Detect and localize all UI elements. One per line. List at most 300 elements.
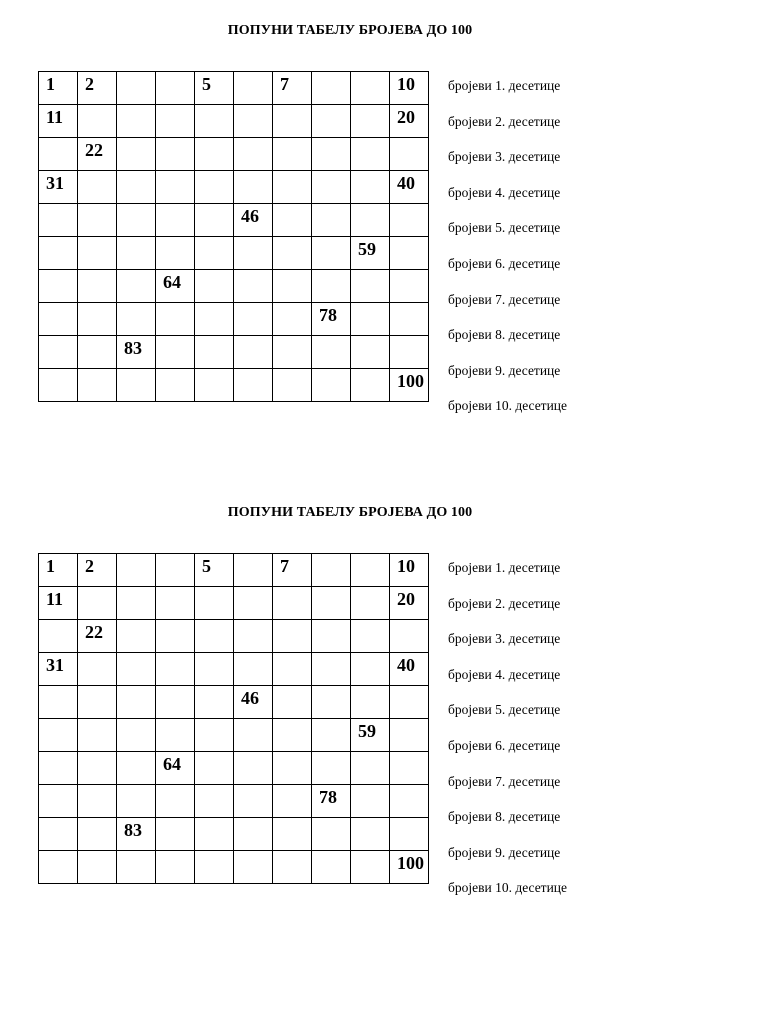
blank-answer-cell[interactable] (78, 303, 117, 336)
blank-answer-cell[interactable] (351, 752, 390, 785)
blank-answer-cell[interactable] (195, 653, 234, 686)
cell-value (312, 138, 350, 139)
blank-answer-cell[interactable] (195, 587, 234, 620)
number-grid (38, 71, 429, 402)
blank-answer-cell[interactable] (390, 237, 429, 270)
cell-value (78, 752, 116, 753)
blank-answer-cell[interactable] (312, 72, 351, 105)
given-number-cell (390, 653, 429, 686)
blank-answer-cell[interactable] (117, 587, 156, 620)
blank-answer-cell[interactable] (78, 270, 117, 303)
cell-value (234, 851, 272, 852)
blank-answer-cell[interactable] (78, 237, 117, 270)
worksheet-title: ПОПУНИ ТАБЕЛУ БРОЈЕВА ДО 100 (227, 23, 473, 38)
given-number-cell (117, 818, 156, 851)
blank-answer-cell[interactable] (312, 336, 351, 369)
cell-value (156, 105, 194, 106)
cell-value: 1 (46, 74, 55, 94)
blank-answer-cell[interactable] (195, 336, 234, 369)
cell-value (390, 237, 428, 238)
blank-answer-cell[interactable] (195, 138, 234, 171)
blank-answer-cell[interactable] (390, 204, 429, 237)
grid-row (39, 851, 429, 884)
blank-answer-cell[interactable] (390, 336, 429, 369)
blank-answer-cell[interactable] (390, 270, 429, 303)
cell-value (195, 369, 233, 370)
cell-value (234, 752, 272, 753)
cell-value (117, 653, 155, 654)
cell-value (312, 620, 350, 621)
blank-answer-cell[interactable] (351, 105, 390, 138)
blank-answer-cell[interactable] (39, 818, 78, 851)
blank-answer-cell[interactable] (273, 237, 312, 270)
blank-answer-cell[interactable] (351, 369, 390, 402)
given-number-cell (39, 105, 78, 138)
blank-answer-cell[interactable] (39, 204, 78, 237)
blank-answer-cell[interactable] (78, 587, 117, 620)
blank-answer-cell[interactable] (117, 237, 156, 270)
blank-answer-cell[interactable] (273, 686, 312, 719)
cell-value (195, 204, 233, 205)
blank-answer-cell[interactable] (273, 171, 312, 204)
cell-value (156, 686, 194, 687)
blank-answer-cell[interactable] (312, 686, 351, 719)
blank-answer-cell[interactable] (312, 171, 351, 204)
blank-answer-cell[interactable] (312, 653, 351, 686)
blank-answer-cell[interactable] (39, 851, 78, 884)
blank-answer-cell[interactable] (195, 369, 234, 402)
blank-answer-cell[interactable] (351, 138, 390, 171)
blank-answer-cell[interactable] (390, 138, 429, 171)
blank-answer-cell[interactable] (195, 303, 234, 336)
blank-answer-cell[interactable] (390, 752, 429, 785)
blank-answer-cell[interactable] (234, 785, 273, 818)
row-label: бројеви 8. десетице (448, 327, 561, 343)
cell-value (117, 620, 155, 621)
given-number-cell (195, 554, 234, 587)
cell-value (156, 554, 194, 555)
blank-answer-cell[interactable] (234, 653, 273, 686)
blank-answer-cell[interactable] (156, 620, 195, 653)
blank-answer-cell[interactable] (234, 554, 273, 587)
cell-value (234, 719, 272, 720)
cell-value (273, 851, 311, 852)
blank-answer-cell[interactable] (117, 171, 156, 204)
given-number-cell (39, 554, 78, 587)
blank-answer-cell[interactable] (78, 752, 117, 785)
blank-answer-cell[interactable] (39, 719, 78, 752)
cell-value (312, 851, 350, 852)
cell-value (273, 171, 311, 172)
given-number-cell (390, 369, 429, 402)
blank-answer-cell[interactable] (39, 138, 78, 171)
cell-value (390, 204, 428, 205)
row-label: бројеви 8. десетице (448, 809, 561, 825)
blank-answer-cell[interactable] (312, 719, 351, 752)
blank-answer-cell[interactable] (273, 752, 312, 785)
cell-value (195, 620, 233, 621)
cell-value (351, 72, 389, 73)
blank-answer-cell[interactable] (351, 72, 390, 105)
blank-answer-cell[interactable] (351, 171, 390, 204)
blank-answer-cell[interactable] (195, 785, 234, 818)
blank-answer-cell[interactable] (273, 303, 312, 336)
blank-answer-cell[interactable] (273, 138, 312, 171)
blank-answer-cell[interactable] (39, 303, 78, 336)
number-grid (38, 553, 429, 884)
cell-value (390, 719, 428, 720)
blank-answer-cell[interactable] (234, 303, 273, 336)
cell-value (117, 303, 155, 304)
cell-value (117, 554, 155, 555)
blank-answer-cell[interactable] (273, 105, 312, 138)
cell-value (39, 369, 77, 370)
blank-answer-cell[interactable] (195, 270, 234, 303)
cell-value (312, 818, 350, 819)
cell-value (78, 686, 116, 687)
blank-answer-cell[interactable] (273, 620, 312, 653)
blank-answer-cell[interactable] (234, 752, 273, 785)
cell-value (78, 587, 116, 588)
blank-answer-cell[interactable] (390, 686, 429, 719)
blank-answer-cell[interactable] (78, 369, 117, 402)
blank-answer-cell[interactable] (156, 587, 195, 620)
cell-value: 7 (280, 556, 289, 576)
cell-value (312, 719, 350, 720)
cell-value: 40 (397, 655, 415, 675)
blank-answer-cell[interactable] (195, 686, 234, 719)
blank-answer-cell[interactable] (351, 270, 390, 303)
blank-answer-cell[interactable] (156, 719, 195, 752)
given-number-cell (39, 171, 78, 204)
cell-value (390, 303, 428, 304)
cell-value (195, 303, 233, 304)
cell-value (156, 818, 194, 819)
blank-answer-cell[interactable] (195, 105, 234, 138)
blank-answer-cell[interactable] (312, 270, 351, 303)
worksheet-2 (0, 482, 768, 932)
blank-answer-cell[interactable] (39, 785, 78, 818)
blank-answer-cell[interactable] (117, 686, 156, 719)
cell-value (390, 752, 428, 753)
cell-value (39, 204, 77, 205)
blank-answer-cell[interactable] (273, 336, 312, 369)
blank-answer-cell[interactable] (312, 554, 351, 587)
blank-answer-cell[interactable] (156, 204, 195, 237)
blank-answer-cell[interactable] (273, 818, 312, 851)
blank-answer-cell[interactable] (351, 336, 390, 369)
blank-answer-cell[interactable] (312, 818, 351, 851)
blank-answer-cell[interactable] (312, 369, 351, 402)
cell-value (312, 72, 350, 73)
cell-value (273, 752, 311, 753)
cell-value (195, 785, 233, 786)
cell-value (351, 138, 389, 139)
given-number-cell (117, 336, 156, 369)
blank-answer-cell[interactable] (78, 851, 117, 884)
cell-value (39, 719, 77, 720)
blank-answer-cell[interactable] (390, 620, 429, 653)
blank-answer-cell[interactable] (234, 851, 273, 884)
blank-answer-cell[interactable] (156, 336, 195, 369)
blank-answer-cell[interactable] (312, 752, 351, 785)
blank-answer-cell[interactable] (156, 653, 195, 686)
cell-value (351, 653, 389, 654)
blank-answer-cell[interactable] (234, 620, 273, 653)
cell-value: 31 (46, 655, 64, 675)
cell-value: 78 (319, 305, 337, 325)
blank-answer-cell[interactable] (351, 851, 390, 884)
cell-value (117, 369, 155, 370)
given-number-cell (39, 72, 78, 105)
cell-value (273, 270, 311, 271)
cell-value (117, 270, 155, 271)
blank-answer-cell[interactable] (117, 653, 156, 686)
blank-answer-cell[interactable] (234, 171, 273, 204)
blank-answer-cell[interactable] (351, 785, 390, 818)
given-number-cell (351, 237, 390, 270)
blank-answer-cell[interactable] (234, 138, 273, 171)
blank-answer-cell[interactable] (312, 237, 351, 270)
blank-answer-cell[interactable] (234, 105, 273, 138)
cell-value (78, 653, 116, 654)
blank-answer-cell[interactable] (234, 72, 273, 105)
blank-answer-cell[interactable] (117, 851, 156, 884)
row-label: бројеви 4. десетице (448, 666, 561, 682)
blank-answer-cell[interactable] (117, 303, 156, 336)
blank-answer-cell[interactable] (273, 653, 312, 686)
cell-value: 2 (85, 556, 94, 576)
blank-answer-cell[interactable] (78, 818, 117, 851)
blank-answer-cell[interactable] (117, 105, 156, 138)
cell-value (351, 686, 389, 687)
cell-value (234, 369, 272, 370)
blank-answer-cell[interactable] (195, 204, 234, 237)
blank-answer-cell[interactable] (234, 237, 273, 270)
cell-value (117, 785, 155, 786)
blank-answer-cell[interactable] (273, 785, 312, 818)
blank-answer-cell[interactable] (156, 554, 195, 587)
blank-answer-cell[interactable] (156, 171, 195, 204)
blank-answer-cell[interactable] (117, 138, 156, 171)
blank-answer-cell[interactable] (78, 653, 117, 686)
cell-value (195, 237, 233, 238)
cell-value (156, 138, 194, 139)
cell-value (351, 105, 389, 106)
blank-answer-cell[interactable] (195, 818, 234, 851)
cell-value (195, 138, 233, 139)
cell-value (273, 653, 311, 654)
blank-answer-cell[interactable] (351, 303, 390, 336)
cell-value (39, 303, 77, 304)
row-label: бројеви 9. десетице (448, 362, 561, 378)
cell-value (234, 653, 272, 654)
cell-value (312, 752, 350, 753)
cell-value (312, 336, 350, 337)
cell-value: 10 (397, 556, 415, 576)
blank-answer-cell[interactable] (117, 785, 156, 818)
cell-value (156, 719, 194, 720)
grid-row (39, 785, 429, 818)
cell-value (351, 620, 389, 621)
blank-answer-cell[interactable] (117, 719, 156, 752)
cell-value (39, 237, 77, 238)
cell-value (312, 686, 350, 687)
cell-value (117, 105, 155, 106)
blank-answer-cell[interactable] (39, 686, 78, 719)
blank-answer-cell[interactable] (351, 653, 390, 686)
blank-answer-cell[interactable] (78, 719, 117, 752)
blank-answer-cell[interactable] (78, 171, 117, 204)
blank-answer-cell[interactable] (273, 270, 312, 303)
row-label: бројеви 7. десетице (448, 291, 561, 307)
blank-answer-cell[interactable] (390, 719, 429, 752)
blank-answer-cell[interactable] (195, 171, 234, 204)
cell-value (234, 303, 272, 304)
blank-answer-cell[interactable] (195, 620, 234, 653)
blank-answer-cell[interactable] (273, 587, 312, 620)
cell-value (117, 686, 155, 687)
cell-value (78, 204, 116, 205)
blank-answer-cell[interactable] (117, 270, 156, 303)
blank-answer-cell[interactable] (39, 752, 78, 785)
blank-answer-cell[interactable] (156, 818, 195, 851)
given-number-cell (390, 554, 429, 587)
grid-row (39, 818, 429, 851)
blank-answer-cell[interactable] (156, 138, 195, 171)
blank-answer-cell[interactable] (312, 851, 351, 884)
given-number-cell (156, 752, 195, 785)
blank-answer-cell[interactable] (156, 851, 195, 884)
blank-answer-cell[interactable] (234, 587, 273, 620)
blank-answer-cell[interactable] (78, 336, 117, 369)
blank-answer-cell[interactable] (312, 620, 351, 653)
blank-answer-cell[interactable] (39, 270, 78, 303)
cell-value (156, 204, 194, 205)
given-number-cell (39, 587, 78, 620)
given-number-cell (156, 270, 195, 303)
blank-answer-cell[interactable] (39, 369, 78, 402)
blank-answer-cell[interactable] (117, 620, 156, 653)
cell-value (39, 851, 77, 852)
cell-value (390, 818, 428, 819)
blank-answer-cell[interactable] (390, 303, 429, 336)
cell-value (390, 270, 428, 271)
given-number-cell (390, 72, 429, 105)
blank-answer-cell[interactable] (273, 851, 312, 884)
cell-value (117, 237, 155, 238)
blank-answer-cell[interactable] (156, 237, 195, 270)
cell-value (312, 204, 350, 205)
blank-answer-cell[interactable] (156, 72, 195, 105)
given-number-cell (390, 171, 429, 204)
blank-answer-cell[interactable] (156, 686, 195, 719)
blank-answer-cell[interactable] (39, 336, 78, 369)
blank-answer-cell[interactable] (312, 105, 351, 138)
blank-answer-cell[interactable] (78, 785, 117, 818)
blank-answer-cell[interactable] (39, 620, 78, 653)
cell-value (117, 587, 155, 588)
blank-answer-cell[interactable] (156, 303, 195, 336)
blank-answer-cell[interactable] (273, 719, 312, 752)
blank-answer-cell[interactable] (312, 587, 351, 620)
blank-answer-cell[interactable] (312, 204, 351, 237)
blank-answer-cell[interactable] (351, 818, 390, 851)
given-number-cell (234, 686, 273, 719)
cell-value (117, 204, 155, 205)
blank-answer-cell[interactable] (273, 204, 312, 237)
grid-row (39, 554, 429, 587)
blank-answer-cell[interactable] (117, 204, 156, 237)
blank-answer-cell[interactable] (390, 818, 429, 851)
blank-answer-cell[interactable] (312, 138, 351, 171)
blank-answer-cell[interactable] (78, 204, 117, 237)
blank-answer-cell[interactable] (351, 686, 390, 719)
grid-row (39, 369, 429, 402)
blank-answer-cell[interactable] (195, 851, 234, 884)
cell-value (234, 105, 272, 106)
blank-answer-cell[interactable] (390, 785, 429, 818)
blank-answer-cell[interactable] (39, 237, 78, 270)
blank-answer-cell[interactable] (156, 369, 195, 402)
row-label: бројеви 2. десетице (448, 595, 561, 611)
blank-answer-cell[interactable] (195, 237, 234, 270)
cell-value: 64 (163, 754, 181, 774)
blank-answer-cell[interactable] (78, 686, 117, 719)
cell-value: 20 (397, 589, 415, 609)
cell-value (117, 719, 155, 720)
cell-value (390, 686, 428, 687)
blank-answer-cell[interactable] (351, 554, 390, 587)
blank-answer-cell[interactable] (351, 620, 390, 653)
blank-answer-cell[interactable] (117, 752, 156, 785)
blank-answer-cell[interactable] (78, 105, 117, 138)
blank-answer-cell[interactable] (195, 719, 234, 752)
cell-value (195, 818, 233, 819)
row-label: бројеви 1. десетице (448, 560, 561, 575)
cell-value (156, 237, 194, 238)
blank-answer-cell[interactable] (156, 105, 195, 138)
blank-answer-cell[interactable] (117, 72, 156, 105)
cell-value (39, 686, 77, 687)
blank-answer-cell[interactable] (234, 270, 273, 303)
cell-value: 64 (163, 272, 181, 292)
blank-answer-cell[interactable] (195, 752, 234, 785)
grid-row (39, 138, 429, 171)
cell-value (195, 719, 233, 720)
blank-answer-cell[interactable] (351, 204, 390, 237)
blank-answer-cell[interactable] (351, 587, 390, 620)
blank-answer-cell[interactable] (273, 369, 312, 402)
blank-answer-cell[interactable] (117, 369, 156, 402)
blank-answer-cell[interactable] (234, 719, 273, 752)
cell-value (312, 270, 350, 271)
cell-value (117, 752, 155, 753)
blank-answer-cell[interactable] (234, 818, 273, 851)
given-number-cell (39, 653, 78, 686)
blank-answer-cell[interactable] (156, 785, 195, 818)
blank-answer-cell[interactable] (234, 369, 273, 402)
cell-value: 7 (280, 74, 289, 94)
cell-value (78, 237, 116, 238)
blank-answer-cell[interactable] (234, 336, 273, 369)
blank-answer-cell[interactable] (117, 554, 156, 587)
row-label: бројеви 3. десетице (448, 631, 561, 647)
cell-value (234, 818, 272, 819)
cell-value (195, 336, 233, 337)
cell-value (351, 785, 389, 786)
cell-value (195, 686, 233, 687)
